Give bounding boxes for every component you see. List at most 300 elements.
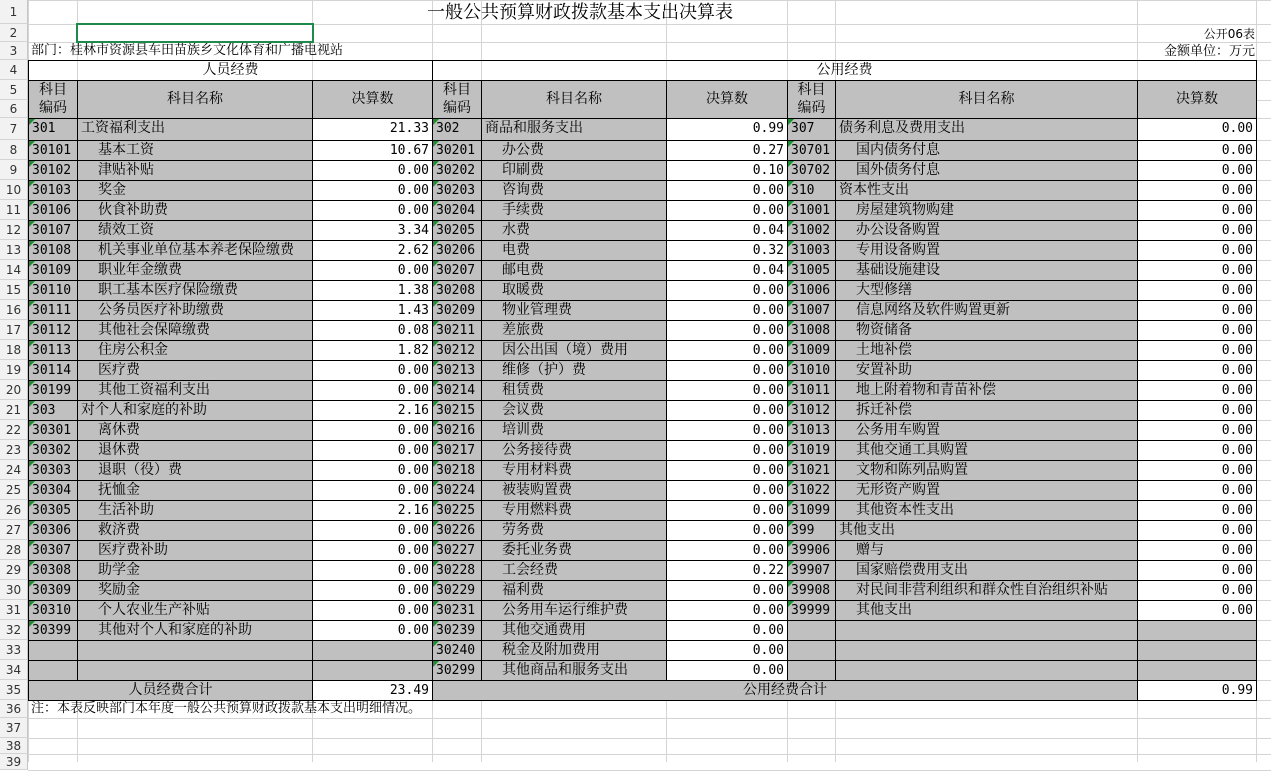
amount-cell: 0.00 xyxy=(666,320,788,341)
amount-cell xyxy=(1137,640,1257,661)
amount-cell: 0.10 xyxy=(666,160,788,181)
row-header[interactable]: 3 xyxy=(0,42,28,60)
subject-code: 30109 xyxy=(28,260,78,281)
amount-cell: 0.00 xyxy=(312,540,433,561)
subject-name: 办公设备购置 xyxy=(835,220,1138,241)
subject-code: 31013 xyxy=(787,420,836,441)
row-header[interactable]: 37 xyxy=(0,718,28,738)
amount-cell: 21.33 xyxy=(312,118,433,141)
subject-code xyxy=(787,620,836,641)
subject-code: 30213 xyxy=(432,360,482,381)
subject-code: 30205 xyxy=(432,220,482,241)
amount-cell: 0.00 xyxy=(1137,118,1257,141)
subject-name: 公务员医疗补助缴费 xyxy=(77,300,313,321)
column-header-amount: 决算数 xyxy=(312,80,433,119)
subject-code: 30231 xyxy=(432,600,482,621)
subject-code: 30202 xyxy=(432,160,482,181)
amount-cell: 0.00 xyxy=(666,400,788,421)
subject-name: 职业年金缴费 xyxy=(77,260,313,281)
amount-cell: 0.00 xyxy=(312,160,433,181)
subject-code: 30212 xyxy=(432,340,482,361)
subject-name: 土地补偿 xyxy=(835,340,1138,361)
column-header-name: 科目名称 xyxy=(835,80,1138,119)
subject-name: 税金及附加费用 xyxy=(481,640,667,661)
amount-cell: 0.00 xyxy=(666,580,788,601)
row-header[interactable]: 20 xyxy=(0,380,28,400)
amount-unit: 金额单位：万元 xyxy=(1163,44,1255,59)
row-header[interactable]: 17 xyxy=(0,320,28,340)
subject-code: 303 xyxy=(28,400,78,421)
row-header[interactable]: 33 xyxy=(0,640,28,660)
amount-cell: 0.00 xyxy=(1137,280,1257,301)
amount-cell: 0.00 xyxy=(1137,360,1257,381)
subject-name: 离休费 xyxy=(77,420,313,441)
subject-code: 31001 xyxy=(787,200,836,221)
department-label: 部门：桂林市资源县车田苗族乡文化体育和广播电视站 xyxy=(31,43,344,58)
subject-name: 办公费 xyxy=(481,140,667,161)
row-header[interactable]: 1 xyxy=(0,0,28,24)
row-header[interactable]: 12 xyxy=(0,220,28,240)
subject-code: 30308 xyxy=(28,560,78,581)
amount-cell: 0.00 xyxy=(666,460,788,481)
subject-name: 抚恤金 xyxy=(77,480,313,501)
amount-cell: 0.00 xyxy=(666,480,788,501)
subject-code: 30208 xyxy=(432,280,482,301)
row-header[interactable]: 6 xyxy=(0,100,28,118)
subject-name: 手续费 xyxy=(481,200,667,221)
amount-cell: 0.00 xyxy=(312,360,433,381)
subject-name: 机关事业单位基本养老保险缴费 xyxy=(77,240,313,261)
subject-name xyxy=(835,620,1138,641)
amount-cell: 0.00 xyxy=(666,620,788,641)
subject-name: 债务利息及费用支出 xyxy=(835,118,1138,141)
subject-name: 文物和陈列品购置 xyxy=(835,460,1138,481)
row-header[interactable]: 16 xyxy=(0,300,28,320)
row-header[interactable]: 10 xyxy=(0,180,28,200)
amount-cell: 0.00 xyxy=(1137,520,1257,541)
row-header[interactable]: 32 xyxy=(0,620,28,640)
row-header[interactable]: 5 xyxy=(0,80,28,100)
amount-cell: 0.00 xyxy=(1137,460,1257,481)
subject-name: 资本性支出 xyxy=(835,180,1138,201)
amount-cell xyxy=(312,660,433,681)
row-header[interactable]: 4 xyxy=(0,60,28,80)
subject-name: 劳务费 xyxy=(481,520,667,541)
amount-cell: 0.00 xyxy=(666,180,788,201)
amount-cell: 0.00 xyxy=(312,560,433,581)
row-header[interactable]: 7 xyxy=(0,118,28,140)
subject-name: 印刷费 xyxy=(481,160,667,181)
subject-name: 物业管理费 xyxy=(481,300,667,321)
subject-code: 30228 xyxy=(432,560,482,581)
subject-name: 安置补助 xyxy=(835,360,1138,381)
amount-cell: 0.00 xyxy=(666,340,788,361)
subject-name: 其他支出 xyxy=(835,520,1138,541)
form-code: 公开06表 xyxy=(1203,27,1255,41)
column-header-amount: 决算数 xyxy=(666,80,788,119)
amount-cell: 0.00 xyxy=(666,500,788,521)
amount-cell: 2.16 xyxy=(312,400,433,421)
subject-name: 职工基本医疗保险缴费 xyxy=(77,280,313,301)
amount-cell: 0.00 xyxy=(1137,180,1257,201)
row-header[interactable]: 29 xyxy=(0,560,28,580)
subject-code: 310 xyxy=(787,180,836,201)
amount-cell: 0.22 xyxy=(666,560,788,581)
amount-cell xyxy=(312,640,433,661)
subject-name: 公务用车运行维护费 xyxy=(481,600,667,621)
row-header[interactable]: 31 xyxy=(0,600,28,620)
subject-code: 30701 xyxy=(787,140,836,161)
subject-code: 30204 xyxy=(432,200,482,221)
subject-name xyxy=(77,640,313,661)
subject-name: 培训费 xyxy=(481,420,667,441)
subject-name: 租赁费 xyxy=(481,380,667,401)
row-header[interactable]: 38 xyxy=(0,738,28,754)
subject-name: 津贴补贴 xyxy=(77,160,313,181)
subject-name: 福利费 xyxy=(481,580,667,601)
subject-name: 地上附着物和青苗补偿 xyxy=(835,380,1138,401)
personnel-total-label: 人员经费合计 xyxy=(28,680,313,701)
subject-name: 工资福利支出 xyxy=(77,118,313,141)
subject-code: 30299 xyxy=(432,660,482,681)
amount-cell: 10.67 xyxy=(312,140,433,161)
row-header[interactable]: 9 xyxy=(0,160,28,180)
subject-code: 30102 xyxy=(28,160,78,181)
report-title: 一般公共预算财政拨款基本支出决算表 xyxy=(427,2,733,23)
column-header-code: 科目 编码 xyxy=(432,80,482,119)
subject-name: 取暖费 xyxy=(481,280,667,301)
amount-cell: 0.00 xyxy=(312,600,433,621)
subject-code: 31009 xyxy=(787,340,836,361)
row-header[interactable]: 25 xyxy=(0,480,28,500)
row-header[interactable]: 21 xyxy=(0,400,28,420)
amount-cell: 0.00 xyxy=(1137,220,1257,241)
subject-code xyxy=(28,660,78,681)
amount-cell: 1.43 xyxy=(312,300,433,321)
amount-cell: 0.00 xyxy=(312,180,433,201)
subject-name: 医疗费补助 xyxy=(77,540,313,561)
subject-code: 30301 xyxy=(28,420,78,441)
subject-code: 30199 xyxy=(28,380,78,401)
amount-cell: 0.00 xyxy=(666,300,788,321)
row-header[interactable]: 28 xyxy=(0,540,28,560)
subject-name: 公务用车购置 xyxy=(835,420,1138,441)
amount-cell: 0.00 xyxy=(666,440,788,461)
subject-code: 30307 xyxy=(28,540,78,561)
subject-code: 31002 xyxy=(787,220,836,241)
amount-cell: 0.00 xyxy=(1137,560,1257,581)
subject-code: 31022 xyxy=(787,480,836,501)
subject-name: 其他对个人和家庭的补助 xyxy=(77,620,313,641)
subject-name: 对民间非营利组织和群众性自治组织补贴 xyxy=(835,580,1138,601)
amount-cell: 1.82 xyxy=(312,340,433,361)
amount-cell: 0.00 xyxy=(312,200,433,221)
subject-name: 基本工资 xyxy=(77,140,313,161)
row-header[interactable]: 23 xyxy=(0,440,28,460)
amount-cell: 0.04 xyxy=(666,220,788,241)
subject-code: 30240 xyxy=(432,640,482,661)
row-header[interactable]: 18 xyxy=(0,340,28,360)
row-header[interactable]: 26 xyxy=(0,500,28,520)
subject-code: 31005 xyxy=(787,260,836,281)
column-header-code: 科目 编码 xyxy=(787,80,836,119)
amount-cell: 0.04 xyxy=(666,260,788,281)
amount-cell: 2.16 xyxy=(312,500,433,521)
amount-cell: 0.99 xyxy=(666,118,788,141)
amount-cell xyxy=(1137,620,1257,641)
amount-cell: 0.00 xyxy=(312,380,433,401)
subject-name: 工会经费 xyxy=(481,560,667,581)
grid-hline xyxy=(28,738,1271,739)
subject-code: 39908 xyxy=(787,580,836,601)
subject-code xyxy=(787,660,836,681)
amount-cell: 0.00 xyxy=(1137,600,1257,621)
subject-code: 30211 xyxy=(432,320,482,341)
amount-cell: 0.00 xyxy=(666,200,788,221)
subject-name: 专用设备购置 xyxy=(835,240,1138,261)
subject-name: 邮电费 xyxy=(481,260,667,281)
subject-code: 31099 xyxy=(787,500,836,521)
subject-code: 31011 xyxy=(787,380,836,401)
subject-code: 31010 xyxy=(787,360,836,381)
amount-cell: 0.00 xyxy=(1137,380,1257,401)
amount-cell: 3.34 xyxy=(312,220,433,241)
section-public: 公用经费 xyxy=(432,60,1257,81)
subject-code: 31003 xyxy=(787,240,836,261)
section-personnel: 人员经费 xyxy=(28,60,433,81)
subject-code: 30702 xyxy=(787,160,836,181)
subject-code: 30224 xyxy=(432,480,482,501)
row-header[interactable]: 13 xyxy=(0,240,28,260)
subject-code: 30113 xyxy=(28,340,78,361)
row-header[interactable]: 14 xyxy=(0,260,28,280)
subject-code: 30110 xyxy=(28,280,78,301)
subject-code: 30215 xyxy=(432,400,482,421)
subject-code: 39999 xyxy=(787,600,836,621)
amount-cell: 0.00 xyxy=(666,540,788,561)
row-header[interactable]: 24 xyxy=(0,460,28,480)
row-header[interactable]: 30 xyxy=(0,580,28,600)
subject-code: 30302 xyxy=(28,440,78,461)
subject-name: 国外债务付息 xyxy=(835,160,1138,181)
subject-code: 302 xyxy=(432,118,482,141)
subject-code: 31012 xyxy=(787,400,836,421)
subject-name: 其他资本性支出 xyxy=(835,500,1138,521)
subject-name: 因公出国（境）费用 xyxy=(481,340,667,361)
subject-code: 31008 xyxy=(787,320,836,341)
subject-code: 30229 xyxy=(432,580,482,601)
amount-cell: 0.00 xyxy=(666,640,788,661)
subject-code: 30227 xyxy=(432,540,482,561)
subject-code: 30310 xyxy=(28,600,78,621)
subject-name xyxy=(835,640,1138,661)
grid-hline xyxy=(28,754,1271,755)
subject-code: 30218 xyxy=(432,460,482,481)
amount-cell: 0.00 xyxy=(1137,200,1257,221)
amount-cell: 0.00 xyxy=(1137,480,1257,501)
subject-code xyxy=(787,640,836,661)
amount-cell: 0.00 xyxy=(666,520,788,541)
row-header[interactable]: 15 xyxy=(0,280,28,300)
subject-code: 30226 xyxy=(432,520,482,541)
subject-name: 助学金 xyxy=(77,560,313,581)
subject-name: 其他交通费用 xyxy=(481,620,667,641)
subject-code: 30206 xyxy=(432,240,482,261)
public-total-value: 0.99 xyxy=(1137,680,1257,701)
row-header[interactable]: 11 xyxy=(0,200,28,220)
amount-cell: 0.00 xyxy=(1137,400,1257,421)
subject-name: 专用材料费 xyxy=(481,460,667,481)
subject-name xyxy=(77,660,313,681)
subject-name: 差旅费 xyxy=(481,320,667,341)
subject-name: 伙食补助费 xyxy=(77,200,313,221)
subject-name: 生活补助 xyxy=(77,500,313,521)
amount-cell: 0.00 xyxy=(312,620,433,641)
column-header-name: 科目名称 xyxy=(77,80,313,119)
subject-name: 信息网络及软件购置更新 xyxy=(835,300,1138,321)
subject-name: 专用燃料费 xyxy=(481,500,667,521)
amount-cell: 0.00 xyxy=(1137,540,1257,561)
public-total-label: 公用经费合计 xyxy=(432,680,1138,701)
amount-cell: 0.00 xyxy=(1137,320,1257,341)
row-header[interactable]: 36 xyxy=(0,700,28,718)
subject-name: 拆迁补偿 xyxy=(835,400,1138,421)
subject-name: 电费 xyxy=(481,240,667,261)
row-header[interactable]: 22 xyxy=(0,420,28,440)
selected-cell[interactable] xyxy=(76,23,314,43)
subject-code: 307 xyxy=(787,118,836,141)
subject-name: 奖金 xyxy=(77,180,313,201)
row-header[interactable]: 35 xyxy=(0,680,28,700)
amount-cell: 0.00 xyxy=(1137,160,1257,181)
amount-cell: 0.08 xyxy=(312,320,433,341)
subject-name: 国家赔偿费用支出 xyxy=(835,560,1138,581)
subject-code: 399 xyxy=(787,520,836,541)
column-header-name: 科目名称 xyxy=(481,80,667,119)
subject-name: 退休费 xyxy=(77,440,313,461)
amount-cell: 0.00 xyxy=(666,280,788,301)
subject-code: 30304 xyxy=(28,480,78,501)
subject-name: 基础设施建设 xyxy=(835,260,1138,281)
amount-cell: 0.00 xyxy=(666,360,788,381)
subject-name: 委托业务费 xyxy=(481,540,667,561)
subject-code: 31019 xyxy=(787,440,836,461)
subject-code: 39906 xyxy=(787,540,836,561)
amount-cell: 0.27 xyxy=(666,140,788,161)
subject-code: 30209 xyxy=(432,300,482,321)
subject-code: 30203 xyxy=(432,180,482,201)
amount-cell: 0.00 xyxy=(666,600,788,621)
amount-cell: 0.32 xyxy=(666,240,788,261)
amount-cell: 0.00 xyxy=(666,660,788,681)
subject-code: 301 xyxy=(28,118,78,141)
amount-cell: 1.38 xyxy=(312,280,433,301)
amount-cell: 0.00 xyxy=(312,440,433,461)
subject-name: 退职（役）费 xyxy=(77,460,313,481)
amount-cell: 0.00 xyxy=(312,580,433,601)
row-header[interactable]: 2 xyxy=(0,24,28,42)
subject-code: 39907 xyxy=(787,560,836,581)
subject-code: 30101 xyxy=(28,140,78,161)
subject-name: 物资储备 xyxy=(835,320,1138,341)
subject-name: 赠与 xyxy=(835,540,1138,561)
subject-code: 30303 xyxy=(28,460,78,481)
amount-cell: 0.00 xyxy=(312,460,433,481)
amount-cell: 0.00 xyxy=(1137,240,1257,261)
subject-name: 其他支出 xyxy=(835,600,1138,621)
subject-code: 30114 xyxy=(28,360,78,381)
amount-cell: 0.00 xyxy=(1137,300,1257,321)
column-header-code: 科目 编码 xyxy=(28,80,78,119)
subject-name: 会议费 xyxy=(481,400,667,421)
amount-cell: 0.00 xyxy=(666,420,788,441)
footnote: 注：本表反映部门本年度一般公共预算财政拨款基本支出明细情况。 xyxy=(31,701,422,716)
subject-name: 救济费 xyxy=(77,520,313,541)
subject-name: 医疗费 xyxy=(77,360,313,381)
row-header[interactable]: 19 xyxy=(0,360,28,380)
amount-cell: 0.00 xyxy=(1137,260,1257,281)
subject-name: 无形资产购置 xyxy=(835,480,1138,501)
subject-name: 大型修缮 xyxy=(835,280,1138,301)
subject-code: 30239 xyxy=(432,620,482,641)
subject-name: 住房公积金 xyxy=(77,340,313,361)
row-header[interactable]: 8 xyxy=(0,140,28,160)
row-header[interactable]: 39 xyxy=(0,754,28,770)
row-header[interactable]: 27 xyxy=(0,520,28,540)
subject-name: 维修（护）费 xyxy=(481,360,667,381)
subject-name: 其他社会保障缴费 xyxy=(77,320,313,341)
amount-cell: 0.00 xyxy=(1137,580,1257,601)
amount-cell: 2.62 xyxy=(312,240,433,261)
subject-name: 个人农业生产补贴 xyxy=(77,600,313,621)
amount-cell: 0.00 xyxy=(312,480,433,501)
subject-code: 30217 xyxy=(432,440,482,461)
subject-code: 30399 xyxy=(28,620,78,641)
subject-name: 公务接待费 xyxy=(481,440,667,461)
subject-name: 咨询费 xyxy=(481,180,667,201)
subject-code: 30107 xyxy=(28,220,78,241)
subject-name: 被装购置费 xyxy=(481,480,667,501)
subject-code: 30225 xyxy=(432,500,482,521)
subject-code: 30305 xyxy=(28,500,78,521)
subject-name: 水费 xyxy=(481,220,667,241)
subject-name: 奖励金 xyxy=(77,580,313,601)
amount-cell: 0.00 xyxy=(1137,140,1257,161)
subject-name: 对个人和家庭的补助 xyxy=(77,400,313,421)
personnel-total-value: 23.49 xyxy=(312,680,433,701)
amount-cell: 0.00 xyxy=(1137,420,1257,441)
subject-code: 30207 xyxy=(432,260,482,281)
subject-code: 30216 xyxy=(432,420,482,441)
subject-code: 30201 xyxy=(432,140,482,161)
grid-hline xyxy=(28,0,1271,1)
subject-code: 30108 xyxy=(28,240,78,261)
subject-code: 30111 xyxy=(28,300,78,321)
amount-cell: 0.00 xyxy=(312,420,433,441)
subject-name xyxy=(835,660,1138,681)
amount-cell xyxy=(1137,660,1257,681)
subject-code: 31021 xyxy=(787,460,836,481)
subject-code: 30112 xyxy=(28,320,78,341)
subject-code: 30103 xyxy=(28,180,78,201)
row-header[interactable]: 34 xyxy=(0,660,28,680)
amount-cell: 0.00 xyxy=(1137,500,1257,521)
amount-cell: 0.00 xyxy=(1137,340,1257,361)
subject-code: 30309 xyxy=(28,580,78,601)
amount-cell: 0.00 xyxy=(666,380,788,401)
subject-name: 绩效工资 xyxy=(77,220,313,241)
column-header-amount: 决算数 xyxy=(1137,80,1257,119)
